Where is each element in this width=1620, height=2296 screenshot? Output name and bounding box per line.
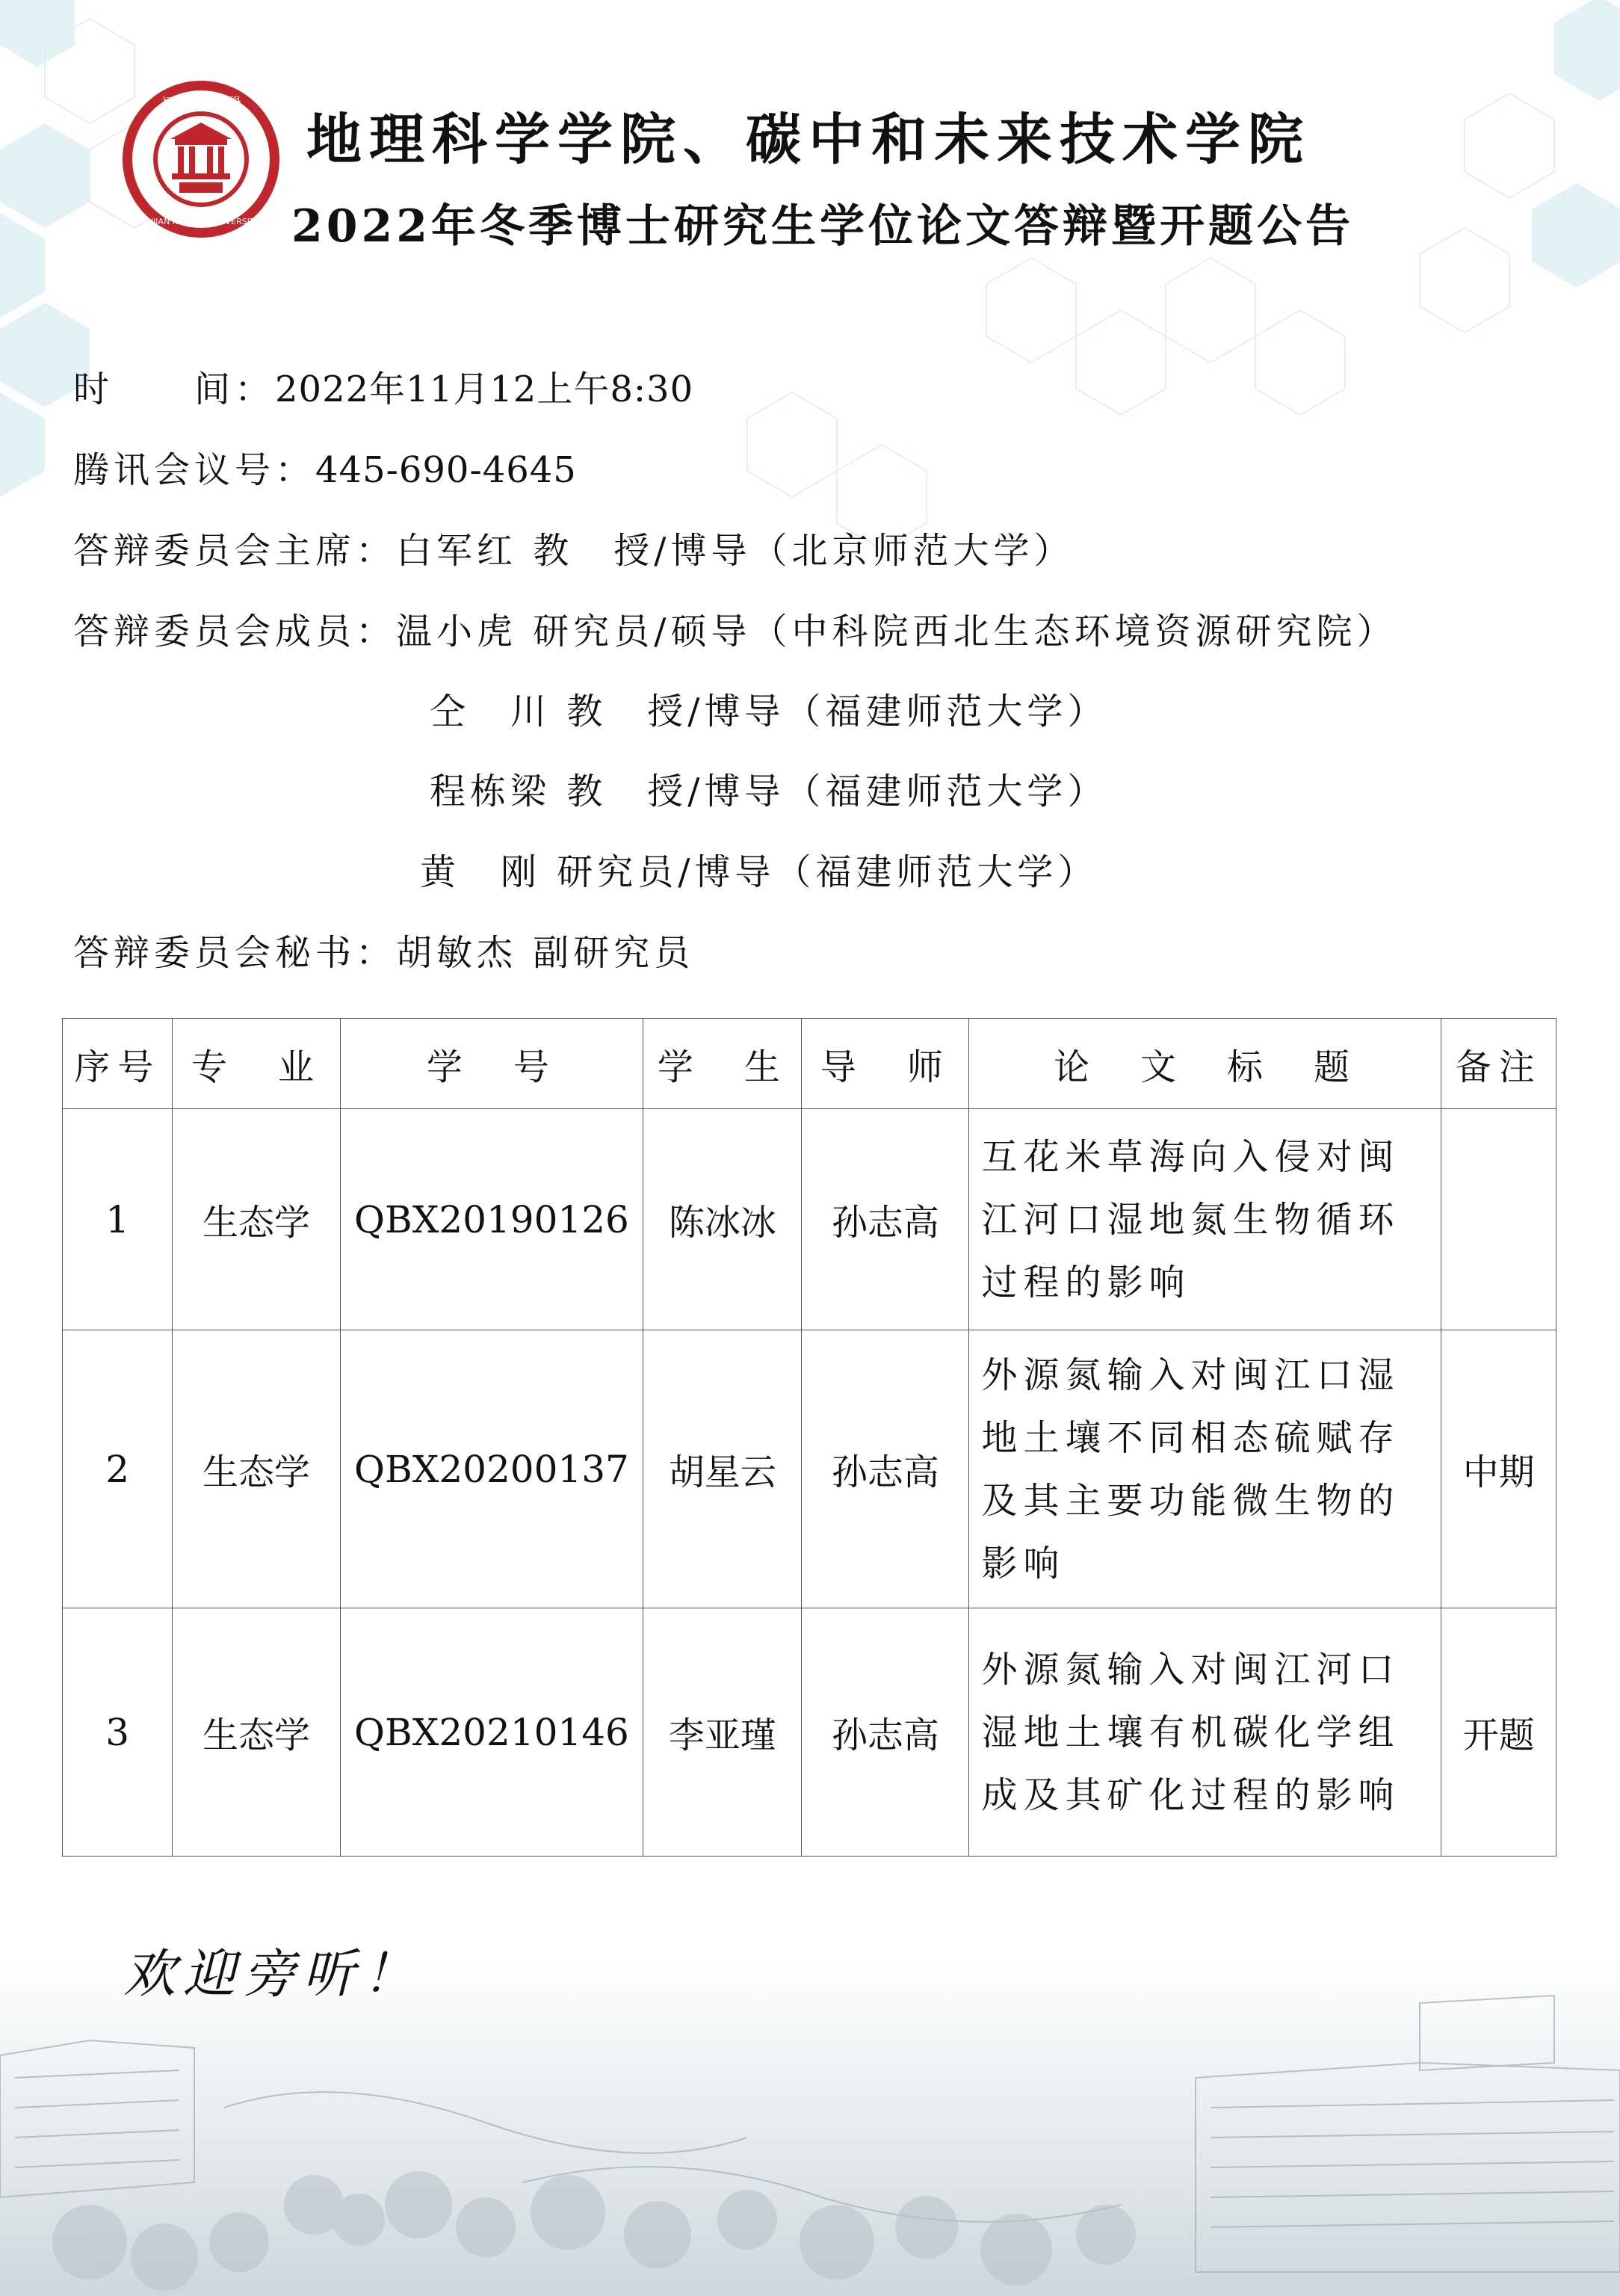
meeting-label: 腾讯会议号： — [73, 449, 316, 491]
col-header-id: 学 号 — [340, 1019, 643, 1109]
cell-advisor: 孙志高 — [802, 1608, 969, 1857]
page-subtitle: 2022年冬季博士研究生学位论文答辩暨开题公告 — [291, 200, 1354, 253]
cell-advisor: 孙志高 — [802, 1109, 969, 1330]
cell-note — [1441, 1109, 1556, 1330]
info-secretary — [73, 924, 694, 975]
cell-student: 陈冰冰 — [643, 1109, 802, 1330]
time-label: 时 间： — [73, 368, 276, 410]
col-header-major: 专 业 — [173, 1019, 340, 1109]
info-members — [73, 602, 1397, 654]
university-seal-logo — [120, 78, 282, 241]
meeting-value: 445-690-4645 — [315, 449, 577, 491]
cell-thesis-title: 互花米草海向入侵对闽江河口湿地氮生物循环过程的影响 — [969, 1109, 1441, 1330]
welcome-text: 欢迎旁听！ — [123, 1943, 422, 2005]
member-4: 黄 刚 研究员/博导（福建师范大学） — [420, 851, 1098, 893]
member-2: 仝 川 教 授/博导（福建师范大学） — [430, 691, 1108, 732]
col-header-advisor: 导 师 — [802, 1019, 969, 1109]
cell-no: 2 — [63, 1330, 173, 1608]
info-time — [73, 360, 693, 412]
cell-thesis-title: 外源氮输入对闽江口湿地土壤不同相态硫赋存及其主要功能微生物的影响 — [969, 1330, 1441, 1608]
col-header-title: 论 文 标 题 — [969, 1019, 1441, 1109]
cell-major: 生态学 — [173, 1330, 340, 1608]
cell-major: 生态学 — [173, 1109, 340, 1330]
cell-advisor: 孙志高 — [802, 1330, 969, 1608]
info-chair — [73, 522, 1074, 573]
cell-student: 胡星云 — [643, 1330, 802, 1608]
cell-no: 3 — [63, 1608, 173, 1857]
col-header-note: 备注 — [1441, 1019, 1556, 1109]
cell-id: QBX20190126 — [340, 1109, 643, 1330]
cell-no: 1 — [63, 1109, 173, 1330]
cell-thesis-title: 外源氮输入对闽江河口湿地土壤有机碳化学组成及其矿化过程的影响 — [969, 1608, 1441, 1857]
table-header-row — [63, 1019, 1556, 1109]
member-3: 程栋梁 教 授/博导（福建师范大学） — [430, 771, 1108, 812]
table-row — [63, 1330, 1556, 1608]
col-header-no: 序号 — [63, 1019, 173, 1109]
table-row — [63, 1109, 1556, 1330]
cell-note: 开题 — [1441, 1608, 1556, 1857]
defense-schedule-table — [62, 1018, 1556, 1857]
table-row — [63, 1608, 1556, 1857]
col-header-student: 学 生 — [643, 1019, 802, 1109]
cell-id: QBX20210146 — [340, 1608, 643, 1857]
campus-sketch-background — [0, 1958, 1620, 2296]
svg-text:1907: 1907 — [191, 191, 211, 201]
chair-label: 答辩委员会主席： — [73, 530, 397, 572]
svg-text:福建師範大學: 福建師範大學 — [161, 96, 241, 111]
cell-major: 生态学 — [173, 1608, 340, 1857]
cell-note: 中期 — [1441, 1330, 1556, 1608]
page-title: 地理科学学院、碳中和未来技术学院 — [306, 108, 1311, 172]
cell-id: QBX20200137 — [340, 1330, 643, 1608]
cell-student: 李亚瑾 — [643, 1608, 802, 1857]
chair-value: 白军红 教 授/博导（北京师范大学） — [396, 530, 1075, 572]
time-value: 2022年11月12上午8:30 — [275, 368, 694, 410]
secretary-label: 答辩委员会秘书： — [73, 932, 397, 974]
members-label: 答辩委员会成员： — [73, 611, 397, 652]
svg-text:FUJIAN NORMAL UNIVERSITY: FUJIAN NORMAL UNIVERSITY — [142, 217, 260, 226]
secretary-value: 胡敏杰 副研究员 — [396, 932, 695, 974]
member-1: 温小虎 研究员/硕导（中科院西北生态环境资源研究院） — [396, 611, 1397, 652]
info-meeting — [73, 441, 577, 493]
